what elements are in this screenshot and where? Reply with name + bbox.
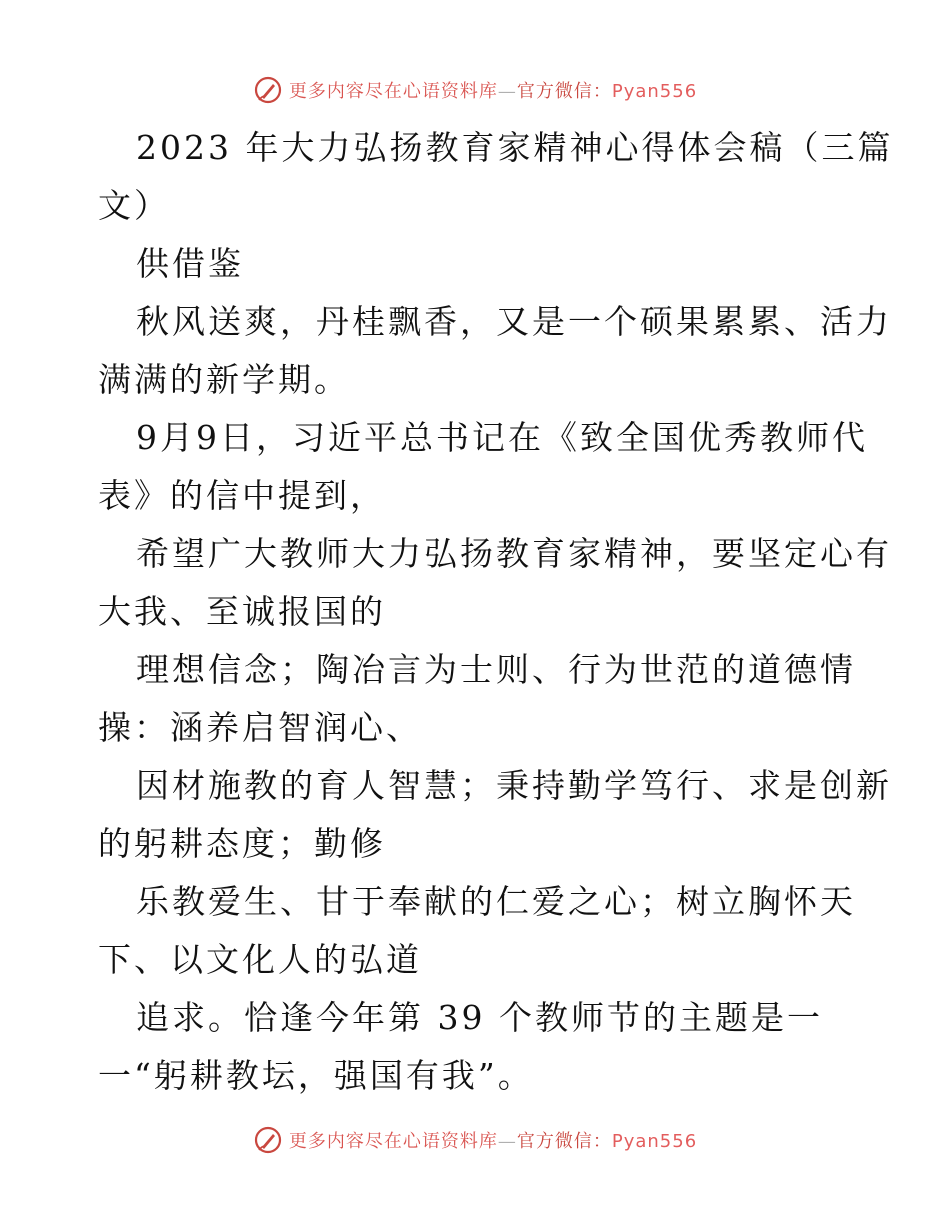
paragraph-line: 满满的新学期。 — [98, 360, 350, 399]
paragraph-line: 操：涵养启智润心、 — [98, 708, 422, 747]
paragraph-line: 一“躬耕教坛，强国有我”。 — [98, 1056, 534, 1095]
footer-watermark-banner — [0, 1120, 950, 1160]
header-watermark-banner — [0, 70, 950, 110]
paragraph-line: 的躬耕态度；勤修 — [98, 824, 386, 863]
paragraph-line: 希望广大教师大力弘扬教育家精神，要坚定心有 — [136, 534, 892, 573]
paragraph-line: 下、以文化人的弘道 — [98, 940, 422, 979]
paragraph-line: 理想信念；陶冶言为士则、行为世范的道德情 — [136, 650, 856, 689]
quill-pen-icon — [253, 75, 283, 105]
document-title-line-1: 2023 年大力弘扬教育家精神心得体会稿（三篇 — [136, 128, 894, 167]
paragraph-line: 供借鉴 — [136, 244, 244, 283]
quill-pen-icon — [253, 1125, 283, 1155]
document-title-line-2: 文） — [98, 186, 170, 225]
paragraph-line: 追求。恰逢今年第 39 个教师节的主题是一 — [136, 998, 823, 1037]
banner-text: 更多内容尽在心语资料库—官方微信：Pyan556 — [288, 1131, 698, 1152]
paragraph-line: 因材施教的育人智慧；秉持勤学笃行、求是创新 — [136, 766, 892, 805]
paragraph-line: 9月9日，习近平总书记在《致全国优秀教师代 — [136, 418, 868, 457]
paragraph-line: 大我、至诚报国的 — [98, 592, 386, 631]
banner-text: 更多内容尽在心语资料库—官方微信：Pyan556 — [288, 81, 698, 102]
paragraph-line: 秋风送爽，丹桂飘香，又是一个硕果累累、活力 — [136, 302, 892, 341]
paragraph-line: 表》的信中提到， — [98, 476, 386, 515]
paragraph-line: 乐教爱生、甘于奉献的仁爱之心；树立胸怀天 — [136, 882, 856, 921]
